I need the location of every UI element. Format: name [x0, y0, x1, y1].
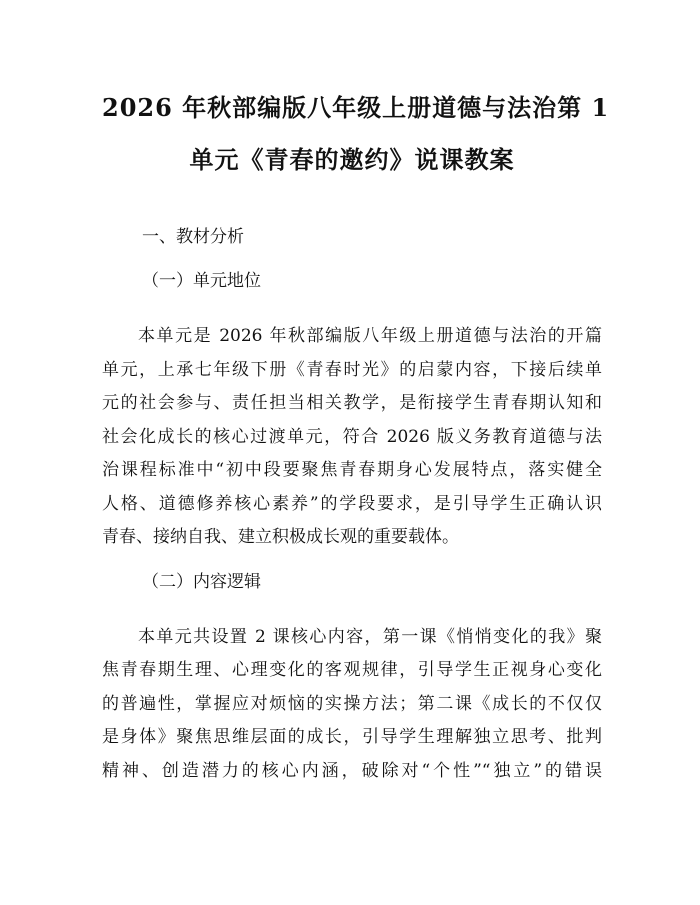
document-title: [102, 82, 610, 186]
paragraph-unit-position: [102, 320, 602, 555]
subsection-heading-unit-position: （一）单元地位: [142, 271, 261, 291]
title-line-1: 2026 年秋部编版八年级上册道德与法治第 1: [102, 93, 610, 122]
paragraph-line: 焦青春期生理、心理变化的客观规律，引导学生正视身心变化: [102, 660, 602, 680]
section-heading-textbook-analysis: 一、教材分析: [142, 227, 244, 247]
paragraph-line: 青春、接纳自我、建立积极成长观的重要载体。: [102, 527, 459, 547]
paragraph-line: 元的社会参与、责任担当相关教学，是衔接学生青春期认知和: [102, 393, 602, 413]
paragraph-content-logic: [102, 621, 602, 789]
paragraph-line: 单元，上承七年级下册《青春时光》的启蒙内容，下接后续单: [102, 359, 602, 380]
paragraph-line: 精神、创造潜力的核心内涵，破除对“个性”“独立”的错误: [102, 760, 602, 781]
paragraph-line: 是身体》聚焦思维层面的成长，引导学生理解独立思考、批判: [102, 727, 602, 747]
paragraph-line: 社会化成长的核心过渡单元，符合 2026 版义务教育道德与法: [102, 426, 602, 447]
subsection-heading-content-logic: （二）内容逻辑: [142, 571, 261, 592]
title-line-2: 单元《青春的邀约》说课教案: [189, 145, 515, 174]
paragraph-line: 人格、道德修养核心素养”的学段要求，是引导学生正确认识: [102, 493, 602, 514]
paragraph-line: 本单元是 2026 年秋部编版八年级上册道德与法治的开篇: [138, 326, 602, 346]
paragraph-line: 的普遍性，掌握应对烦恼的实操方法；第二课《成长的不仅仅: [102, 693, 602, 714]
paragraph-line: 本单元共设置 2 课核心内容，第一课《悄悄变化的我》聚: [138, 626, 602, 647]
paragraph-line: 治课程标准中“初中段要聚焦青春期身心发展特点，落实健全: [102, 460, 602, 480]
